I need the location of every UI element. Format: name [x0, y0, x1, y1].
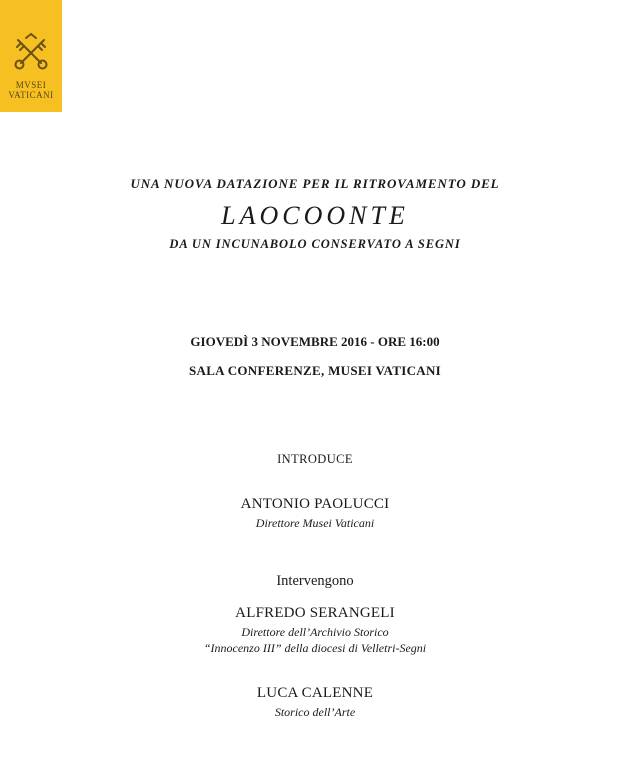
event-title-sub: DA UN INCUNABOLO CONSERVATO A SEGNI: [169, 237, 461, 251]
event-title-main: LAOCOONTE: [221, 201, 409, 230]
introducer-name: ANTONIO PAOLUCCI: [240, 496, 390, 512]
event-date: GIOVEDÌ 3 NOVEMBRE 2016 - ORE 16:00: [190, 334, 440, 349]
musei-vaticani-logo: [0, 0, 62, 112]
speaker-name: ALFREDO SERANGELI: [235, 605, 395, 621]
introduce-label: INTRODUCE: [277, 452, 353, 466]
crossed-keys-icon: [11, 32, 51, 72]
logo-text-line1: MVSEI: [15, 80, 47, 90]
event-venue: SALA CONFERENZE, MUSEI VATICANI: [188, 363, 442, 378]
event-title-top: UNA NUOVA DATAZIONE PER IL RITROVAMENTO DEL: [130, 176, 500, 191]
speaker-name: LUCA CALENNE: [256, 685, 374, 701]
logo-text-line2: VATICANI: [8, 90, 54, 100]
speaker-role: Storico dell’Arte: [274, 705, 356, 719]
speaker-role: Direttore dell’Archivio Storico: [241, 625, 389, 639]
speaker-role-line2: “Innocenzo III” della diocesi di Velletri-Segni: [203, 641, 427, 655]
introducer-role: Direttore Musei Vaticani: [255, 516, 375, 530]
speakers-label: Intervengono: [276, 573, 354, 589]
